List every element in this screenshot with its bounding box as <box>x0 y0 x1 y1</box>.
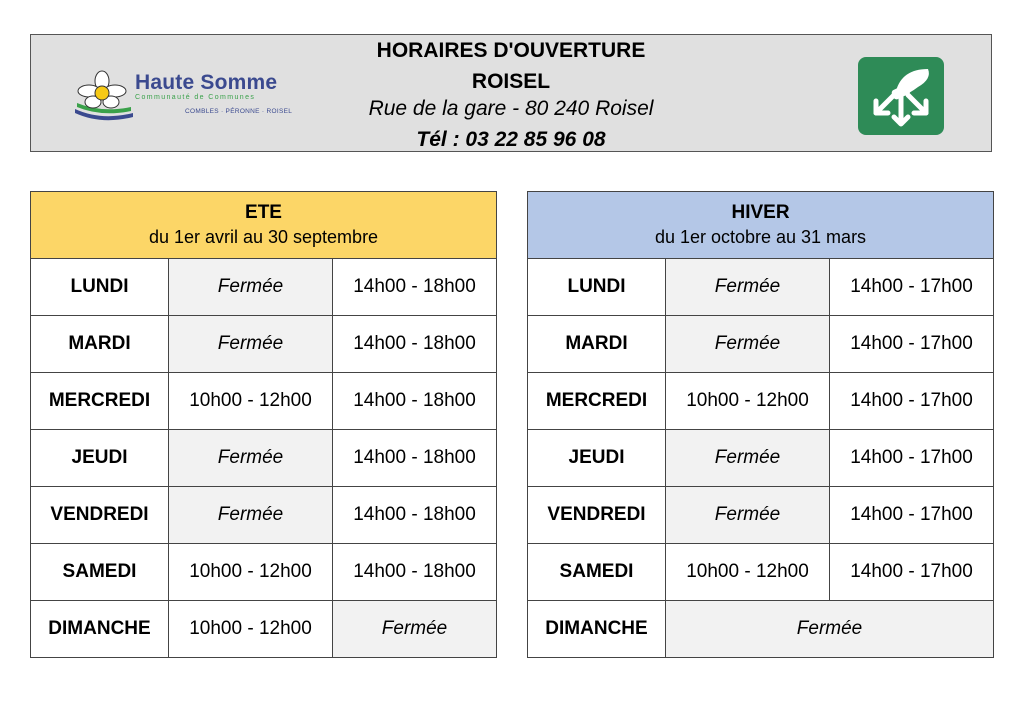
day-label: MERCREDI <box>31 373 169 430</box>
morning-hours: 10h00 - 12h00 <box>666 373 830 430</box>
table-row <box>528 544 994 601</box>
table-row <box>31 487 497 544</box>
summer-schedule-table <box>30 191 497 658</box>
winter-header <box>528 192 994 259</box>
day-label: LUNDI <box>528 259 666 316</box>
afternoon-hours: 14h00 - 18h00 <box>333 544 497 601</box>
summer-season-label: ETE <box>245 202 282 223</box>
afternoon-hours: 14h00 - 18h00 <box>333 373 497 430</box>
full-day-hours: Fermée <box>666 601 994 658</box>
day-label: JEUDI <box>528 430 666 487</box>
table-row <box>528 487 994 544</box>
afternoon-hours: 14h00 - 18h00 <box>333 430 497 487</box>
winter-season-label: HIVER <box>731 202 790 223</box>
day-label: SAMEDI <box>31 544 169 601</box>
afternoon-hours: 14h00 - 17h00 <box>830 430 994 487</box>
logo-brand: Haute Somme <box>135 71 278 94</box>
day-label: VENDREDI <box>31 487 169 544</box>
table-row <box>528 601 994 658</box>
morning-hours: 10h00 - 12h00 <box>169 373 333 430</box>
winter-period: du 1er octobre au 31 mars <box>654 227 867 247</box>
morning-hours: 10h00 - 12h00 <box>666 544 830 601</box>
day-label: VENDREDI <box>528 487 666 544</box>
morning-hours: Fermée <box>169 430 333 487</box>
morning-hours: Fermée <box>666 316 830 373</box>
table-row <box>31 373 497 430</box>
day-label: JEUDI <box>31 430 169 487</box>
morning-hours: Fermée <box>169 259 333 316</box>
location-name: ROISEL <box>471 70 551 93</box>
day-label: MERCREDI <box>528 373 666 430</box>
table-row <box>31 544 497 601</box>
afternoon-hours: 14h00 - 18h00 <box>333 316 497 373</box>
table-row <box>31 430 497 487</box>
summer-period: du 1er avril au 30 septembre <box>148 227 379 247</box>
afternoon-hours: 14h00 - 17h00 <box>830 544 994 601</box>
day-label: DIMANCHE <box>528 601 666 658</box>
table-row <box>528 316 994 373</box>
table-row <box>31 316 497 373</box>
logo-subtitle: Communauté de Communes <box>135 94 256 101</box>
morning-hours: 10h00 - 12h00 <box>169 544 333 601</box>
afternoon-hours: 14h00 - 17h00 <box>830 487 994 544</box>
morning-hours: Fermée <box>169 316 333 373</box>
morning-hours: Fermée <box>169 487 333 544</box>
afternoon-hours: 14h00 - 17h00 <box>830 316 994 373</box>
day-label: LUNDI <box>31 259 169 316</box>
morning-hours: Fermée <box>666 487 830 544</box>
table-row <box>528 430 994 487</box>
afternoon-hours: 14h00 - 18h00 <box>333 487 497 544</box>
summer-header <box>31 192 497 259</box>
table-row <box>528 259 994 316</box>
day-label: MARDI <box>31 316 169 373</box>
recycling-drop-arrows-icon <box>858 57 944 135</box>
table-row <box>31 259 497 316</box>
afternoon-hours: Fermée <box>333 601 497 658</box>
phone-number: Tél : 03 22 85 96 08 <box>416 128 606 151</box>
address: Rue de la gare - 80 240 Roisel <box>368 97 654 120</box>
afternoon-hours: 14h00 - 18h00 <box>333 259 497 316</box>
day-label: MARDI <box>528 316 666 373</box>
day-label: SAMEDI <box>528 544 666 601</box>
afternoon-hours: 14h00 - 17h00 <box>830 373 994 430</box>
winter-schedule-table <box>527 191 994 658</box>
table-row <box>31 601 497 658</box>
recycling-badge <box>858 57 944 135</box>
morning-hours: Fermée <box>666 430 830 487</box>
day-label: DIMANCHE <box>31 601 169 658</box>
logo-towns: COMBLES · PÉRONNE · ROISEL <box>185 108 293 115</box>
table-row <box>528 373 994 430</box>
afternoon-hours: 14h00 - 17h00 <box>830 259 994 316</box>
page-title: HORAIRES D'OUVERTURE <box>376 39 646 62</box>
header-banner <box>30 34 992 152</box>
morning-hours: 10h00 - 12h00 <box>169 601 333 658</box>
morning-hours: Fermée <box>666 259 830 316</box>
